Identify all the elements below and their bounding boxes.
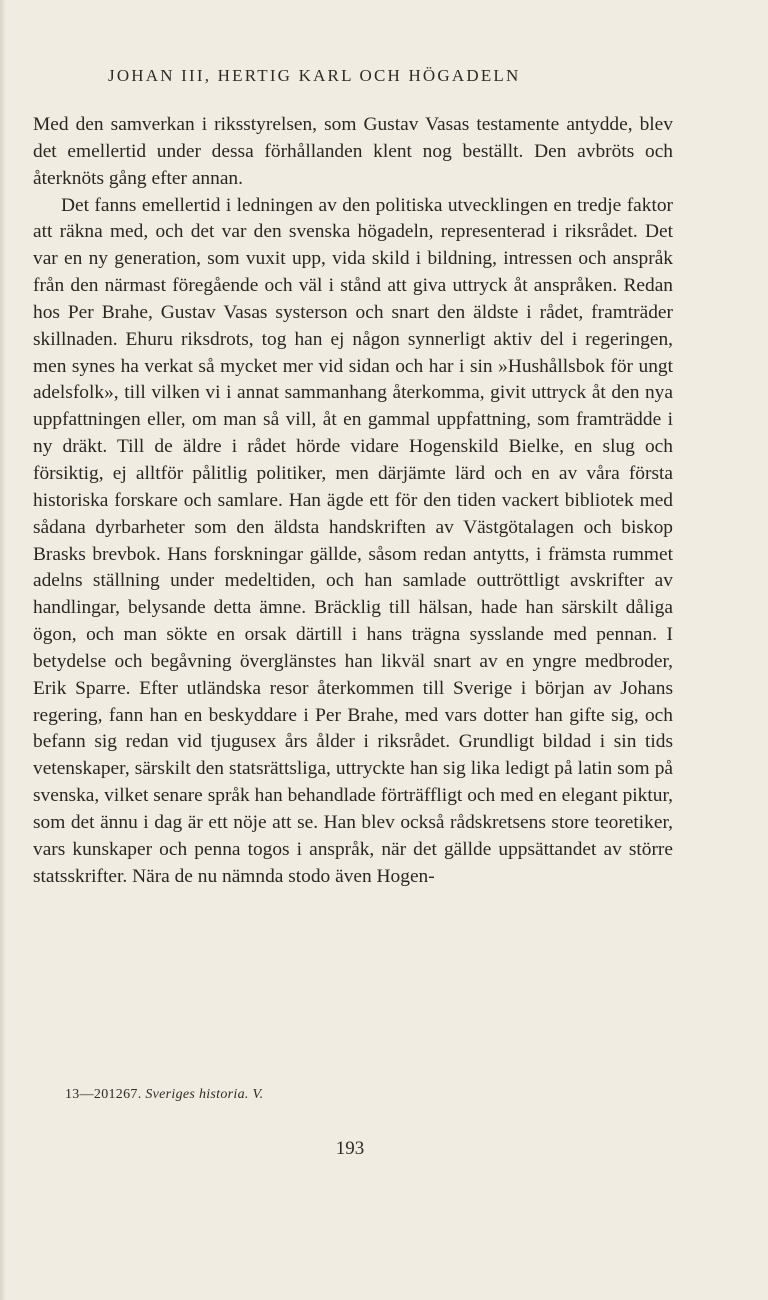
printer-signature [65,1087,263,1103]
body-text [33,112,673,890]
paragraph: Med den samverkan i riksstyrelsen, som Gustav Vasas testamente antydde, blev det emellertid under dessa förhållanden klent nog beställt. Den avbröts och återknöts gång efter annan. [33,114,673,189]
page-edge-shadow [0,0,6,1300]
running-head: JOHAN III, HERTIG KARL OCH HÖGADELN [108,66,521,85]
signature-title: Sveriges historia. [145,1087,249,1102]
signature-volume: V. [252,1087,264,1102]
signature-number: 13—201267. [65,1087,142,1102]
page-number: 193 [335,1138,365,1159]
paragraph: Det fanns emellertid i ledningen av den politiska utvecklingen en tredje faktor att räkna med, och det var den svenska högadeln, representerad i riksrådet. Det var en ny generation, som vuxit upp, vida skild i bildning, intressen och anspråk från den närmast föregående och väl i stånd att giva uttryck åt anspråken. Redan hos Per Brahe, Gustav Vasas systerson och snart den äldste i rådet, framträder skillnaden. Ehuru riksdrots, tog han ej någon synnerligt aktiv del i regeringen, men synes ha verkat så mycket mer vid sidan och har i sin »Hushållsbok för ungt adelsfolk», till vilken vi i annat sammanhang återkomma, givit uttryck åt den nya uppfattningen eller, om man så vill, åt en gammal uppfattning, som framträdde i ny dräkt. Till de äldre i rådet hörde vidare Hogenskild Bielke, en slug och försiktig, ej alltför pålitlig politiker, men därjämte lärd och en av våra första historiska forskare och samlare. Han ägde ett för den tiden vackert bibliotek med sådana dyrbarheter som den äldsta handskriften av Västgötalagen och biskop Brasks brevbok. Hans forskningar gällde, såsom redan antytts, i främsta rummet adelns ställning under medeltiden, och han samlade outtröttligt avskrifter av handlingar, belysande detta ämne. Bräcklig till hälsan, hade han särskilt dåliga ögon, och man sökte en orsak därtill i hans trägna sysslande med pennan. I betydelse och begåvning överglänstes han likväl snart av en yngre medbroder, Erik Sparre. Efter utländska resor återkommen till Sverige i början av Johans regering, fann han en beskyddare i Per Brahe, med vars dotter han gifte sig, och befann sig redan vid tjugusex års ålder i riksrådet. Grundligt bildad i sin tids vetenskaper, särskilt den statsrättsliga, uttryckte han sig lika ledigt på latin som på svenska, vilket senare språk han behandlade förträffligt och med en elegant piktur, som det ännu i dag är ett nöje att se. Han blev också rådskretsens store teoretiker, vars kunskaper och penna togos i anspråk, när det gällde uppsättandet av större statsskrifter. Nära de nu nämnda stodo även Hogen- [33,194,673,887]
